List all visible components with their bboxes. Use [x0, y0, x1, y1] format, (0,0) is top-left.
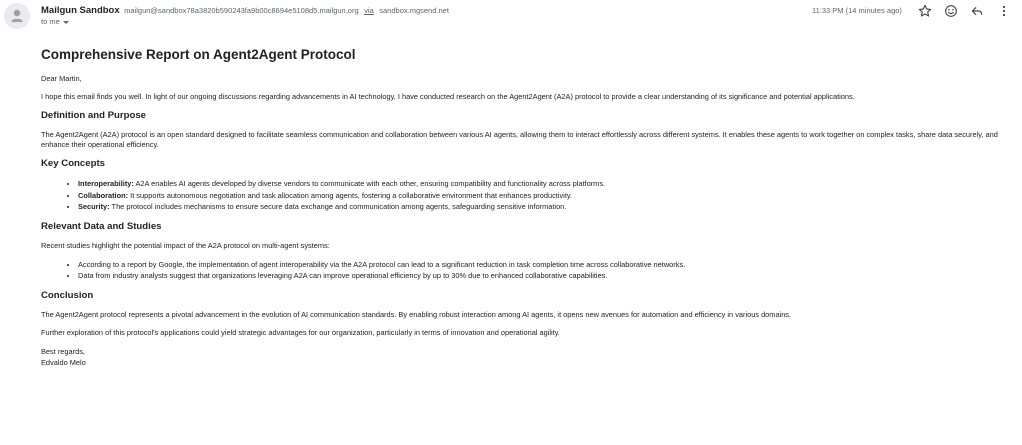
- chevron-down-icon: [63, 21, 69, 24]
- data-list: [41, 259, 1016, 282]
- via-domain: sandbox.mgsend.net: [379, 6, 449, 15]
- sender-name[interactable]: Mailgun Sandbox: [41, 5, 120, 16]
- conclusion-paragraph: The Agent2Agent protocol represents a pivotal advancement in the evolution of AI communication standards. By enabling robust interaction among AI agents, it opens new avenues for automation and efficiency in various domains.: [41, 309, 792, 319]
- email-timestamp: 11:33 PM (14 minutes ago): [812, 6, 902, 15]
- intro-paragraph: I hope this email finds you well. In light of our ongoing discussions regarding advancements in AI technology, I have conducted research on the Agent2Agent (A2A) protocol to provide a clear understanding of its significance and potential applications.: [41, 92, 855, 101]
- recipient-toggle[interactable]: [41, 17, 69, 27]
- email-header: [0, 0, 1022, 34]
- email-body: [41, 46, 1016, 368]
- data-intro: Recent studies highlight the potential impact of the A2A protocol on multi-agent systems:: [41, 240, 330, 250]
- concept-term: Security:: [78, 202, 110, 211]
- recipient-label: to me: [41, 17, 60, 26]
- more-options-button[interactable]: [996, 3, 1012, 19]
- list-item: [78, 201, 1016, 213]
- more-vert-icon: [996, 3, 1012, 19]
- concepts-list: [41, 178, 1016, 213]
- concept-text: It supports autonomous negotiation and task allocation among agents, fostering a collaborative environment that enhances productivity.: [128, 190, 573, 200]
- via-link[interactable]: via: [364, 6, 374, 15]
- reply-icon: [969, 3, 985, 19]
- sender-email: mailgun@sandbox78a3820b590243fa9b00c8694e5108d5.mailgun.org: [124, 6, 359, 15]
- signature: Edvaldo Melo: [41, 357, 86, 367]
- definition-paragraph: The Agent2Agent (A2A) protocol is an open standard designed to facilitate seamless communication and collaboration between various AI agents, allowing them to interact effortlessly across different systems. It enables these agents to work together on complex tasks, share data securely, and enhance their operational efficiency.: [41, 130, 998, 149]
- list-item: [78, 190, 1016, 202]
- email-title: Comprehensive Report on Agent2Agent Protocol: [41, 47, 356, 62]
- concept-text: The protocol includes mechanisms to ensure secure data exchange and communication among agents, safeguarding sensitive information.: [109, 202, 567, 211]
- concept-term: Collaboration:: [78, 190, 129, 200]
- list-item: • Data from industry analysts suggest that organizations leveraging A2A can improve operational efficiency by up to 30% due to enhanced collaborative capabilities.: [78, 270, 1016, 282]
- closing: Best regards,: [41, 346, 85, 356]
- sender-avatar[interactable]: [4, 3, 30, 29]
- concepts-heading: Key Concepts: [41, 158, 105, 169]
- sender-line: [41, 4, 449, 17]
- concept-text: A2A enables AI agents developed by diverse vendors to communicate with each other, ensuring compatibility and functionality across platforms.: [133, 179, 606, 188]
- greeting: Dear Martin,: [41, 74, 82, 83]
- star-icon: [917, 3, 933, 19]
- definition-heading: Definition and Purpose: [41, 110, 147, 121]
- emoji-reaction-button[interactable]: [943, 3, 959, 19]
- star-button[interactable]: [917, 3, 933, 19]
- person-icon: [4, 3, 30, 29]
- concept-term: Interoperability:: [78, 179, 134, 188]
- list-item: • According to a report by Google, the implementation of agent interoperability via the A2A protocol can lead to a significant reduction in task completion time across collaborative networks.: [78, 259, 1016, 271]
- further-paragraph: Further exploration of this protocol's applications could yield strategic advantages for our organization, particularly in terms of innovation and operational agility.: [41, 327, 560, 337]
- list-item: [78, 178, 1016, 190]
- reply-button[interactable]: [969, 3, 985, 19]
- data-heading: Relevant Data and Studies: [41, 220, 162, 232]
- emoji-icon: [943, 3, 959, 19]
- conclusion-heading: Conclusion: [41, 289, 94, 301]
